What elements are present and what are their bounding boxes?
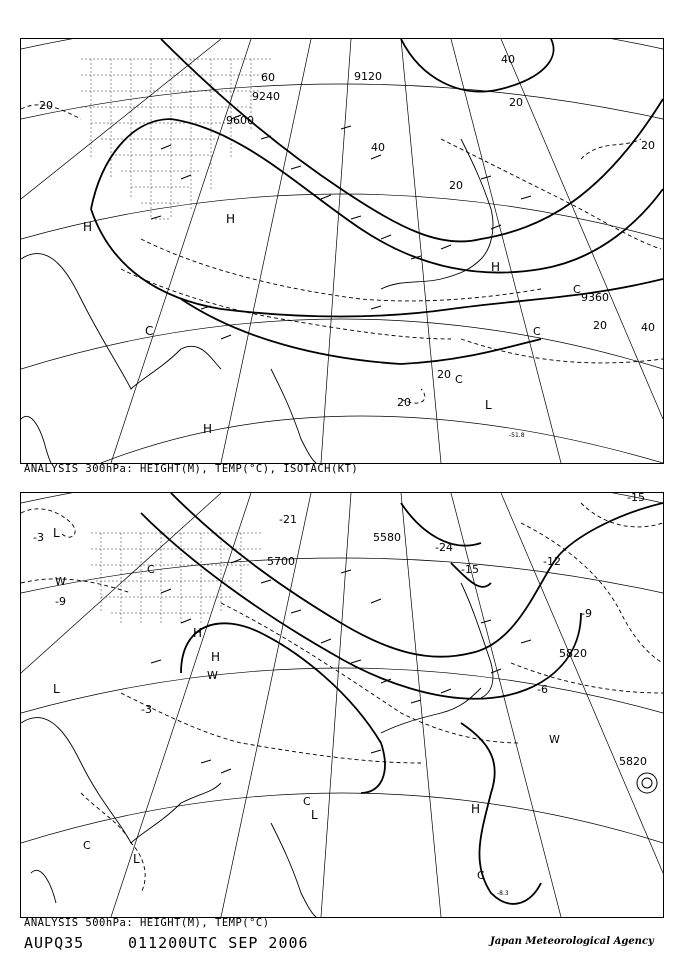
high-center: H [203,422,213,436]
contour-labels [33,493,647,897]
cold-center: C [145,324,154,338]
height-label: 9600 [226,114,254,127]
cold-center: C [83,839,91,852]
graticule [21,39,663,463]
height-label: 9240 [252,90,280,103]
high-center: H [471,802,481,816]
height-contours [91,39,663,364]
low-center: L [53,682,60,696]
cold-center: C [573,283,581,296]
temp-label: -24 [435,541,453,554]
isotach-label: 20 [641,139,655,152]
cold-center: C [533,325,541,338]
high-center: H [211,650,221,664]
height-label: 9360 [581,291,609,304]
low-center: L [485,398,492,412]
isotach-label: 40 [371,141,385,154]
high-center: H [193,626,203,640]
low-center: L [311,808,318,822]
pressure-centers [53,526,560,882]
temp-label: -15 [627,493,645,504]
warm-center: W [549,733,560,746]
warm-center: W [207,669,218,682]
high-center: H [491,260,501,274]
graticule [21,493,663,917]
temp-label: -6 [537,683,548,696]
caption-300hpa: ANALYSIS 300hPa: HEIGHT(M), TEMP(°C), ISOTACH(KT) [24,463,359,475]
isotherms [21,503,663,893]
temp-label: -51.8 [509,432,525,439]
typhoon-symbol [637,773,657,793]
coastline [21,583,493,917]
isotach-label: 20 [397,396,411,409]
isotach-label: 20 [593,319,607,332]
high-center: H [83,220,93,234]
valid-time: 011200UTC SEP 2006 [128,934,309,952]
isotach-label: 40 [641,321,655,334]
height-label: 5820 [619,755,647,768]
isotach-label: 20 [39,99,53,112]
cold-center: C [147,563,155,576]
isotach-label: 20 [437,368,451,381]
temp-label: -8.3 [497,890,509,897]
temp-label: -15 [461,563,479,576]
temp-label: -3 [141,703,152,716]
caption-500hpa: ANALYSIS 500hPa: HEIGHT(M), TEMP(°C) [24,917,270,929]
temp-label: -21 [279,513,297,526]
terrain-hatch [81,59,271,219]
chart-500hpa [20,492,664,918]
temp-label: -3 [33,531,44,544]
isotach-label: 40 [501,53,515,66]
height-label: 5700 [267,555,295,568]
chart-300hpa [20,38,664,464]
cold-center: C [477,869,485,882]
station-plots [151,559,531,773]
temp-label: -9 [581,607,592,620]
isotach-label: 20 [509,96,523,109]
map-500hpa [21,493,663,917]
height-label: 5580 [373,531,401,544]
warm-center: W [55,575,66,588]
temp-label: -9 [55,595,66,608]
isotach-label: 20 [449,179,463,192]
agency-name: Japan Meteorological Agency [490,936,654,947]
pressure-centers [83,212,581,436]
cold-center: C [455,373,463,386]
isotach-label: 60 [261,71,275,84]
map-300hpa [21,39,663,463]
cold-center: C [303,795,311,808]
height-contours [141,493,663,904]
temp-label: -12 [543,555,561,568]
high-center: H [226,212,236,226]
height-label: 5820 [559,647,587,660]
low-center: L [133,852,140,866]
height-label: 9120 [354,70,382,83]
low-center: L [53,526,60,540]
product-code: AUPQ35 [24,934,85,952]
